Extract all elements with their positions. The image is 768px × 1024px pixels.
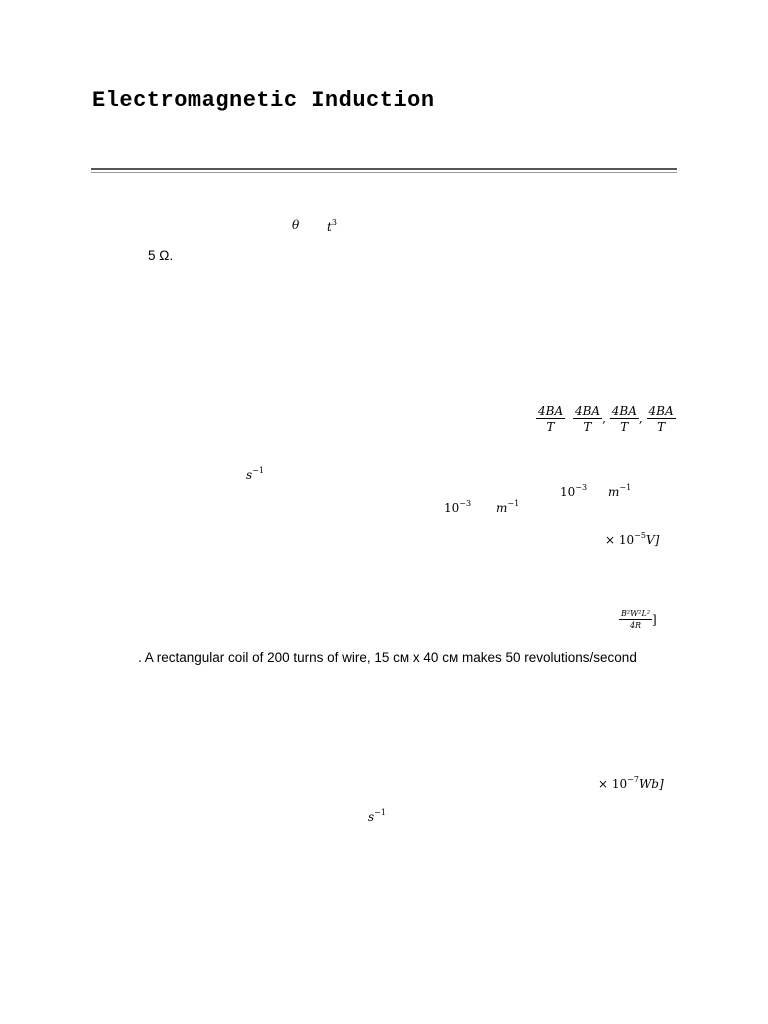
math-per-metre-a: $m^{-1}$	[608, 483, 632, 499]
math-t-cubed: $t^3$	[327, 218, 337, 234]
math-per-second-2: $s^{-1}$	[368, 808, 386, 824]
answer-flux: × $10^{-7}Wb$]	[598, 775, 664, 791]
coil-question-text: . A rectangular coil of 200 turns of wire, 15 см x 40 см makes 50 revolutions/second	[138, 650, 637, 665]
answer-power-fraction: $\frac{\text{B²W²L²}}{4R}$ ]	[621, 609, 657, 630]
fraction-option-3: $\frac{4BA}{T}$	[611, 404, 637, 434]
fraction-option-2: $\frac{4BA}{T}$	[574, 404, 601, 434]
math-ten-minus-three-b: $10^{-3}$	[444, 499, 472, 515]
math-ten-minus-three-a: $10^{-3}$	[560, 483, 588, 499]
math-per-metre-b: $m^{-1}$	[496, 499, 520, 515]
math-per-second-1: $s^{-1}$	[246, 466, 264, 482]
math-theta: θ	[292, 218, 300, 232]
answer-volts: × $10^{-5}V$]	[605, 531, 660, 547]
resistance-value: 5 Ω.	[148, 248, 174, 263]
fraction-option-1: $\frac{4BA}{T}$	[538, 404, 564, 434]
title-divider	[91, 168, 677, 173]
answer-options-fractions: $\frac{4BA}{T}$ $\frac{4BA}{T}$ , $\frac{4BA}{T}$ , $\frac{4BA}{T}$	[538, 404, 674, 434]
fraction-option-4: $\frac{4BA}{T}$	[648, 404, 674, 434]
page-title: Electromagnetic Induction	[92, 88, 435, 113]
